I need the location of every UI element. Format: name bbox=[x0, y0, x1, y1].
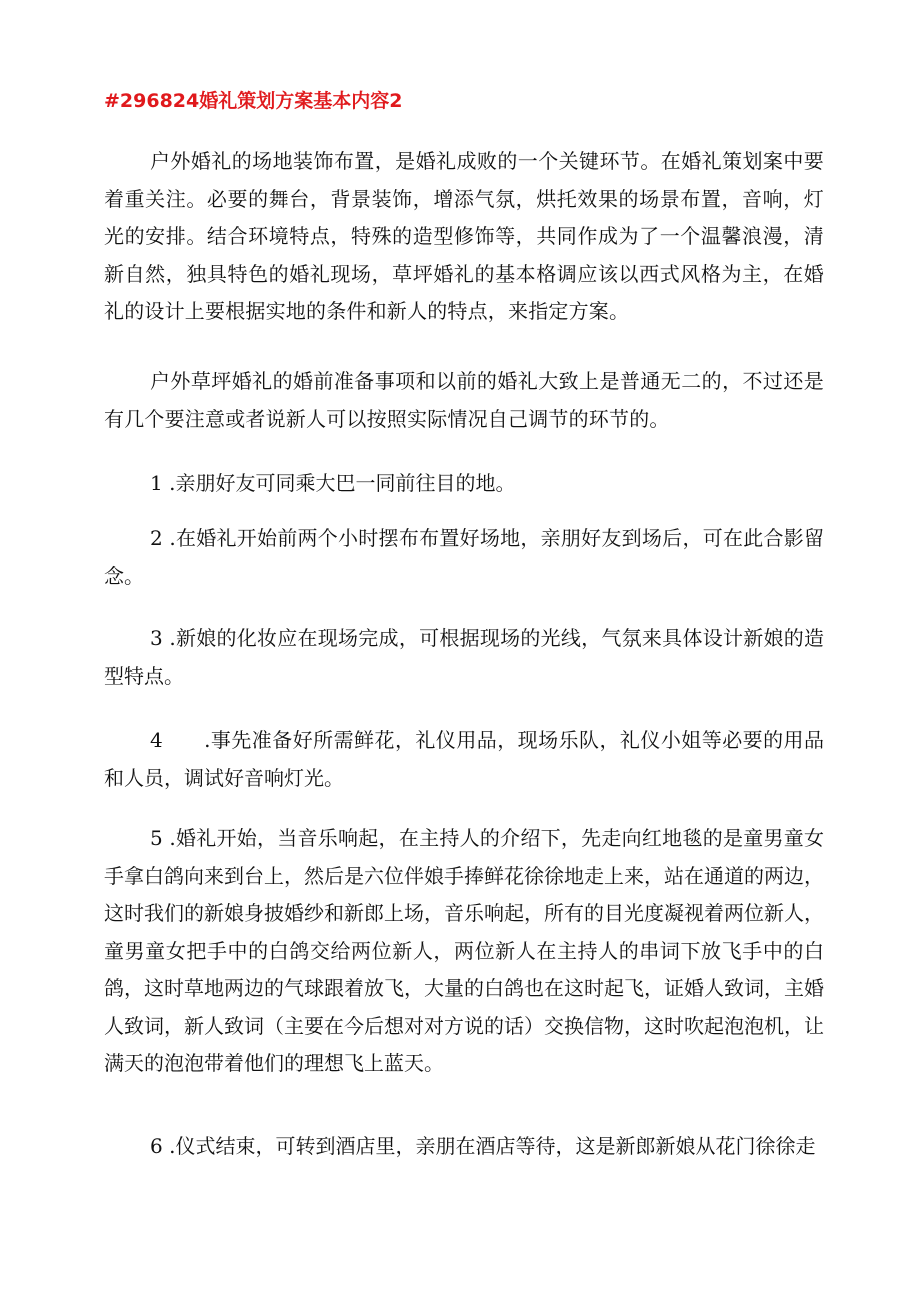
paragraph-venue-decoration: 户外婚礼的场地装饰布置，是婚礼成败的一个关键环节。在婚礼策划案中要着重关注。必要的舞台，背景装饰，增添气氛，烘托效果的场景布置，音响，灯光的安排。结合环境特点，特殊的造型修饰等，共同作成为了一个温馨浪漫，清新自然，独具特色的婚礼现场，草坪婚礼的基本格调应该以西式风格为主，在婚礼的设计上要根据实地的条件和新人的特点，来指定方案。 bbox=[104, 149, 824, 323]
list-item-number: 3 bbox=[150, 626, 163, 650]
paragraph-preparation-intro: 户外草坪婚礼的婚前准备事项和以前的婚礼大致上是普通无二的，不过还是有几个要注意或者说新人可以按照实际情况自己调节的环节的。 bbox=[104, 369, 824, 431]
list-item-number: 2 bbox=[150, 526, 163, 550]
list-item-text: .新娘的化妆应在现场完成，可根据现场的光线，气氛来具体设计新娘的造型特点。 bbox=[104, 626, 824, 688]
list-item-number: 5 bbox=[150, 826, 163, 850]
list-item bbox=[104, 722, 824, 797]
list-item-number: 4 bbox=[150, 728, 163, 752]
list-item bbox=[104, 520, 824, 595]
list-item bbox=[104, 820, 824, 1083]
list-item bbox=[104, 465, 824, 503]
list-item bbox=[104, 1128, 824, 1166]
list-item-text: .亲朋好友可同乘大巴一同前往目的地。 bbox=[162, 471, 516, 495]
list-item-text: .仪式结束，可转到酒店里，亲朋在酒店等待，这是新郎新娘从花门徐徐走 bbox=[162, 1134, 816, 1158]
list-item-number: 1 bbox=[150, 471, 163, 495]
list-item bbox=[104, 620, 824, 695]
list-item-text: .婚礼开始，当音乐响起，在主持人的介绍下，先走向红地毯的是童男童女手拿白鸽向来到台上，然后是六位伴娘手捧鲜花徐徐地走上来，站在通道的两边，这时我们的新娘身披婚纱和新郎上场，音乐响起，所有的目光度凝视着两位新人，童男童女把手中的白鸽交给两位新人，两位新人在主持人的串词下放飞手中的白鸽，这时草地两边的气球跟着放飞，大量的白鸽也在这时起飞，证婚人致词，主婚人致词，新人致词（主要在今后想对对方说的话）交换信物，这时吹起泡泡机，让满天的泡泡带着他们的理想飞上蓝天。 bbox=[104, 826, 824, 1075]
list-item-text: .在婚礼开始前两个小时摆布布置好场地，亲朋好友到场后，可在此合影留念。 bbox=[104, 526, 824, 588]
list-item-number: 6 bbox=[150, 1134, 163, 1158]
list-item-text: .事先准备好所需鲜花，礼仪用品，现场乐队，礼仪小姐等必要的用品和人员，调试好音响灯光。 bbox=[104, 728, 824, 790]
document-title: #296824婚礼策划方案基本内容2 bbox=[104, 90, 403, 112]
